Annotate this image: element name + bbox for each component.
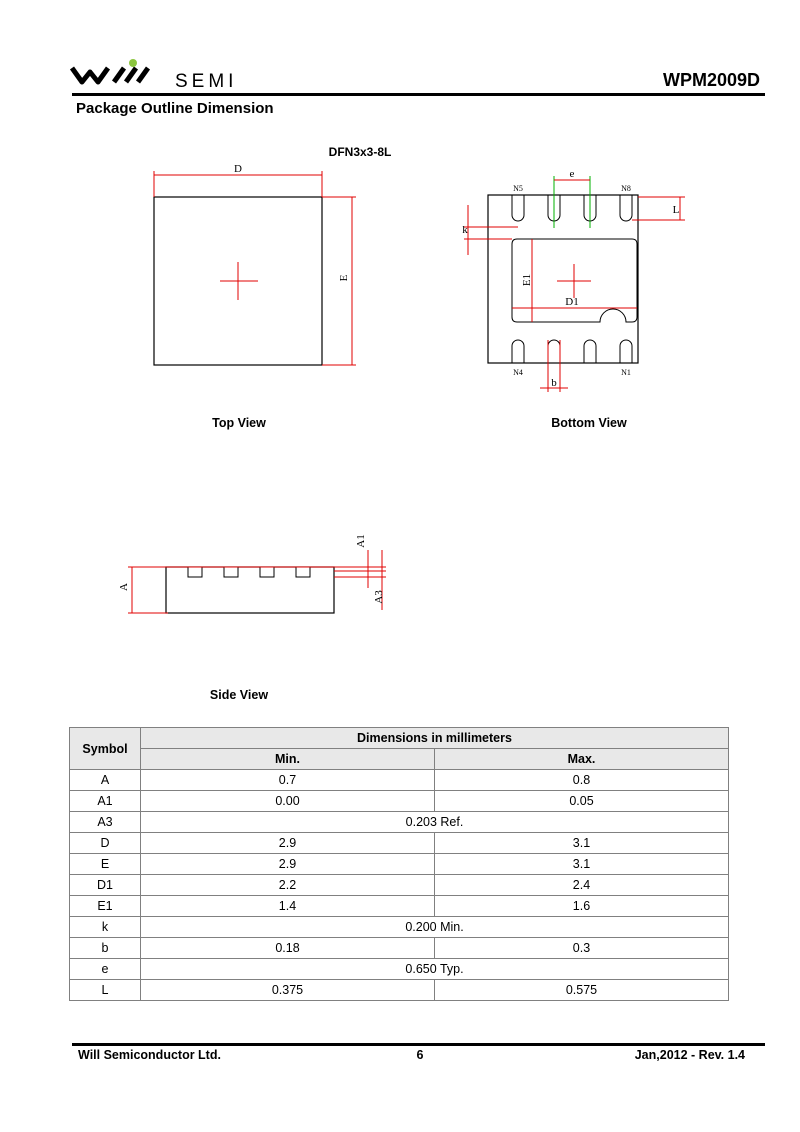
min-cell: 2.2 <box>141 875 435 896</box>
symbol-header: Symbol <box>70 728 141 770</box>
footer-divider <box>72 1043 765 1046</box>
dim-label-b: b <box>551 377 557 389</box>
min-cell: 1.4 <box>141 896 435 917</box>
table-row <box>70 980 729 1001</box>
dim-label-d: D <box>234 163 242 175</box>
symbol-cell: E <box>70 854 141 875</box>
side-view-drawing <box>110 530 400 630</box>
footer-revision: Jan,2012 - Rev. 1.4 <box>634 1048 745 1062</box>
pin-label-n8: N8 <box>621 184 631 193</box>
bottom-view-drawing <box>450 160 700 395</box>
value-cell: 0.200 Min. <box>141 917 729 938</box>
symbol-cell: D <box>70 833 141 854</box>
max-cell: 2.4 <box>434 875 728 896</box>
section-title: Package Outline Dimension <box>76 100 274 117</box>
dim-label-e1: E1 <box>521 273 533 287</box>
package-name: DFN3x3-8L <box>328 145 392 159</box>
table-row <box>70 875 729 896</box>
pin-label-n4: N4 <box>513 368 523 377</box>
max-cell: 0.8 <box>434 770 728 791</box>
min-cell: 0.00 <box>141 791 435 812</box>
min-cell: 0.7 <box>141 770 435 791</box>
table-body <box>70 770 729 1001</box>
dim-label-d1: D1 <box>565 296 579 308</box>
symbol-cell: A <box>70 770 141 791</box>
top-view-label: Top View <box>212 416 266 430</box>
table-row <box>70 959 729 980</box>
symbol-cell: E1 <box>70 896 141 917</box>
pin-label-n5: N5 <box>513 184 523 193</box>
table-row <box>70 812 729 833</box>
max-header: Max. <box>434 749 728 770</box>
max-cell: 1.6 <box>434 896 728 917</box>
symbol-cell: A1 <box>70 791 141 812</box>
table-row <box>70 917 729 938</box>
symbol-cell: b <box>70 938 141 959</box>
table-row <box>70 791 729 812</box>
footer-page-number: 6 <box>416 1048 424 1062</box>
bottom-view-label: Bottom View <box>551 416 627 430</box>
symbol-cell: e <box>70 959 141 980</box>
max-cell: 3.1 <box>434 833 728 854</box>
table-row <box>70 896 729 917</box>
company-logo <box>70 58 260 90</box>
pin-label-n1: N1 <box>621 368 631 377</box>
value-cell: 0.650 Typ. <box>141 959 729 980</box>
dimensions-table <box>69 727 729 1001</box>
side-view-label: Side View <box>209 688 269 702</box>
symbol-cell: k <box>70 917 141 938</box>
min-header: Min. <box>141 749 435 770</box>
symbol-cell: L <box>70 980 141 1001</box>
min-cell: 0.18 <box>141 938 435 959</box>
table-row <box>70 770 729 791</box>
footer-company: Will Semiconductor Ltd. <box>78 1048 221 1062</box>
min-cell: 0.375 <box>141 980 435 1001</box>
document-number: WPM2009D <box>662 70 760 90</box>
top-view-drawing <box>140 155 370 380</box>
dim-label-e: E <box>338 274 350 282</box>
dim-label-a3: A3 <box>373 590 385 604</box>
symbol-cell: A3 <box>70 812 141 833</box>
value-cell: 0.203 Ref. <box>141 812 729 833</box>
table-row <box>70 833 729 854</box>
max-cell: 3.1 <box>434 854 728 875</box>
dimensions-header: Dimensions in millimeters <box>141 728 729 749</box>
table-row <box>70 854 729 875</box>
table-row <box>70 938 729 959</box>
min-cell: 2.9 <box>141 833 435 854</box>
min-cell: 2.9 <box>141 854 435 875</box>
header-divider <box>72 93 765 96</box>
max-cell: 0.3 <box>434 938 728 959</box>
dim-label-l: L <box>672 204 680 216</box>
dim-label-a: A <box>118 583 130 591</box>
max-cell: 0.05 <box>434 791 728 812</box>
dim-label-k: k <box>462 224 468 236</box>
logo-text: SEMI <box>175 71 238 92</box>
dim-label-a1: A1 <box>355 534 367 548</box>
symbol-cell: D1 <box>70 875 141 896</box>
dim-label-e-pitch: e <box>569 168 575 180</box>
will-semi-logo-icon <box>70 58 170 90</box>
max-cell: 0.575 <box>434 980 728 1001</box>
